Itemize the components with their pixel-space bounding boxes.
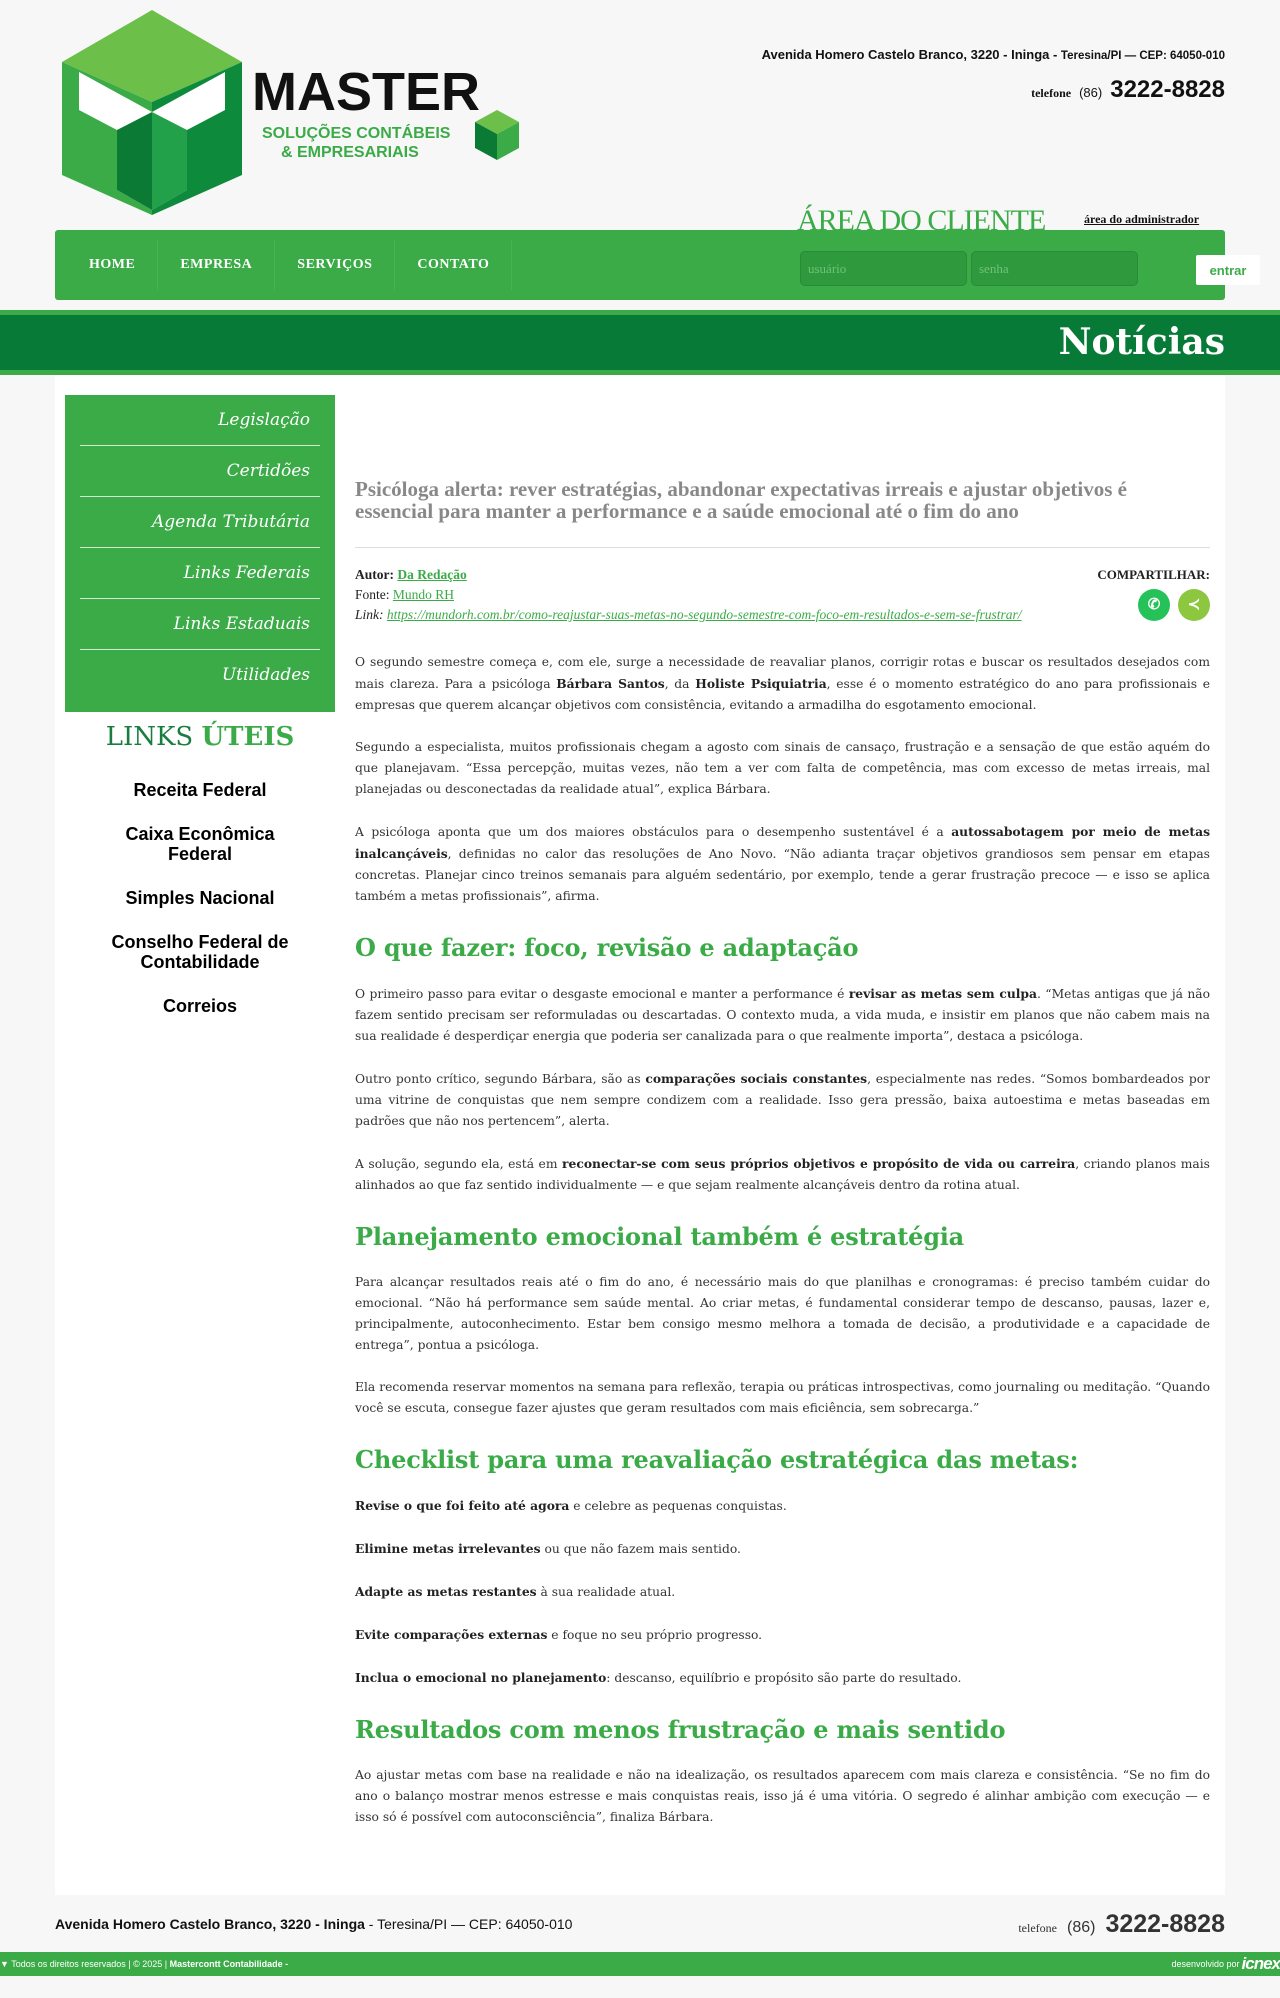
paragraph bbox=[355, 1538, 1210, 1560]
useful-links-title-a: LINKS bbox=[105, 722, 194, 752]
paragraph bbox=[355, 1624, 1210, 1646]
header-address bbox=[762, 47, 1225, 62]
link-label: Link: bbox=[355, 607, 384, 622]
article-meta bbox=[355, 565, 1210, 625]
author-link[interactable]: Da Redação bbox=[397, 567, 467, 582]
text: à sua realidade atual. bbox=[536, 1585, 676, 1599]
text: A psicóloga aponta que um dos maiores obstáculos para o desempenho sustentável é a bbox=[355, 825, 952, 839]
footer-phone-label: telefone bbox=[1018, 1921, 1057, 1935]
footer-address-street: Avenida Homero Castelo Branco, 3220 - Ininga bbox=[55, 1916, 365, 1932]
paragraph bbox=[355, 1495, 1210, 1517]
whatsapp-icon[interactable]: ✆ bbox=[1138, 589, 1170, 621]
text: e foque no seu próprio progresso. bbox=[547, 1628, 763, 1642]
copyright-text: ▼ Todos os direitos reservados | © 2025 | bbox=[0, 1959, 170, 1969]
article-title: Psicóloga alerta: rever estratégias, abandonar expectativas irreais e ajustar objetivos é essencial para manter a performance e a saúde emocional até o fim do ano bbox=[355, 477, 1127, 523]
section-heading bbox=[355, 1222, 1210, 1252]
footer-bar bbox=[0, 1952, 1280, 1976]
article bbox=[355, 478, 1210, 1849]
page-banner bbox=[0, 310, 1280, 375]
bold-text: revisar as metas sem culpa bbox=[848, 986, 1037, 1001]
source-label: Fonte: bbox=[355, 587, 390, 602]
page-title: Notícias bbox=[1058, 321, 1225, 363]
nav-contato[interactable]: CONTATO bbox=[395, 240, 512, 290]
brand-tagline-2: & EMPRESARIAIS bbox=[281, 144, 419, 161]
text: : descanso, equilíbrio e propósito são parte do resultado. bbox=[606, 1671, 962, 1685]
link-caixa[interactable]: Caixa Econômica Federal bbox=[125, 824, 275, 864]
phone-ddd: (86) bbox=[1079, 85, 1103, 100]
link-receita-federal[interactable]: Receita Federal bbox=[133, 780, 267, 800]
paragraph bbox=[355, 1272, 1210, 1356]
admin-area-link[interactable]: área do administrador bbox=[1084, 212, 1200, 226]
paragraph bbox=[355, 983, 1210, 1047]
paragraph bbox=[355, 1581, 1210, 1603]
copyright bbox=[0, 1952, 288, 1976]
text: ou que não fazem mais sentido. bbox=[540, 1542, 741, 1556]
section-heading bbox=[355, 1715, 1210, 1745]
text: , criando planos mais alinhados ao que faz sentido individualmente — e que sejam realmente alcançáveis dentro da rotina atual. bbox=[355, 1157, 1210, 1192]
master-logo[interactable] bbox=[57, 10, 527, 215]
sidebar-item-links-federais[interactable]: Links Federais bbox=[80, 548, 320, 599]
sidebar-item-legislacao[interactable]: Legislação bbox=[80, 395, 320, 446]
sidebar-item-links-estaduais[interactable]: Links Estaduais bbox=[80, 599, 320, 650]
footer-phone-ddd: (86) bbox=[1066, 1919, 1096, 1936]
footer-address bbox=[55, 1916, 572, 1932]
company-name: Mastercontt Contabilidade - bbox=[169, 1959, 289, 1969]
bold-text: Evite comparações externas bbox=[355, 1627, 548, 1642]
text: Segundo a especialista, muitos profissionais chegam a agosto com sinais de cansaço, frustração e a sensação de que estão aquém do que planejavam. “Essa percepção, muitas vezes, não tem a ver com falta de competência, mas com excesso de metas irreais, mal planejadas ou desconectadas da realidade atual”, explica Bárbara. bbox=[355, 740, 1210, 796]
text: O segundo semestre começa e, com ele, surge a necessidade de reavaliar planos, corrigir rotas e buscar os resultados desejados com mais clareza. Para a psicóloga bbox=[355, 655, 1210, 691]
sidebar-item-certidoes[interactable]: Certidões bbox=[80, 446, 320, 497]
section-heading bbox=[355, 1445, 1210, 1475]
text: , especialmente nas redes. “Somos bombardeados por uma vitrine de conquistas que nem sempre condizem com a realidade. Isso gera pressão, baixa autoestima e metas baseadas em padrões que não nos pertencem”, alerta. bbox=[355, 1072, 1210, 1128]
text: A solução, segundo ela, está em bbox=[355, 1157, 563, 1171]
login-button[interactable]: entrar bbox=[1196, 255, 1260, 285]
text: , definidas no calor das resoluções de Ano Novo. “Não adianta traçar objetivos grandiosos sem pensar em etapas concretas. Planejar cinco treinos semanais para alguém sedentário, por exemplo, tende a gerar frustração precoce — e isso se aplica também a metas profissionais”, afirma. bbox=[355, 847, 1210, 903]
article-body bbox=[355, 652, 1210, 1828]
share-box bbox=[1097, 565, 1210, 621]
useful-links bbox=[65, 780, 335, 1040]
paragraph bbox=[355, 1377, 1210, 1419]
paragraph bbox=[355, 1667, 1210, 1689]
paragraph bbox=[355, 1068, 1210, 1132]
address-street: Avenida Homero Castelo Branco, 3220 - Ininga - bbox=[761, 47, 1061, 62]
useful-links-title-b: ÚTEIS bbox=[201, 722, 295, 752]
text: Planejamento emocional também é estratégia bbox=[355, 1222, 965, 1251]
phone-label: telefone bbox=[1031, 86, 1072, 100]
bold-text: autossabotagem por meio de metas inalcançáveis bbox=[355, 824, 1210, 861]
paragraph bbox=[355, 737, 1210, 800]
bold-text: comparações sociais constantes bbox=[645, 1071, 868, 1086]
developer-label: desenvolvido por bbox=[1171, 1959, 1240, 1969]
nav-home[interactable]: HOME bbox=[67, 240, 158, 290]
sidebar-item-utilidades[interactable]: Utilidades bbox=[221, 665, 310, 685]
link-cfc[interactable]: Conselho Federal de Contabilidade bbox=[111, 932, 289, 972]
main-nav bbox=[55, 230, 1247, 300]
paragraph bbox=[355, 821, 1210, 907]
bold-text: Bárbara Santos bbox=[556, 676, 665, 691]
bold-text: Adapte as metas restantes bbox=[355, 1584, 537, 1599]
bold-text: reconectar-se com seus próprios objetivos e propósito de vida ou carreira bbox=[562, 1156, 1076, 1171]
text: , esse é o momento estratégico do ano para profissionais e empresas que querem alcançar objetivos com consistência, evitando a armadilha do esgotamento emocional. bbox=[355, 677, 1210, 712]
text: O que fazer: foco, revisão e adaptação bbox=[355, 933, 859, 962]
header-phone bbox=[1031, 76, 1225, 104]
share-icon[interactable]: ≺ bbox=[1178, 589, 1210, 621]
text: . “Metas antigas que já não fazem sentido precisam ser reformuladas ou descartadas. O contexto muda, a vida muda, e insistir em planos que não cabem mais na sua realidade é desperdiçar energia que poderia ser canalizada para o que realmente importa”, destaca a psicóloga. bbox=[355, 987, 1210, 1043]
brand-name: MASTER bbox=[252, 62, 480, 122]
text: O primeiro passo para evitar o desgaste emocional e manter a performance é bbox=[355, 987, 849, 1001]
username-input[interactable] bbox=[800, 251, 967, 286]
article-source-url[interactable]: https://mundorh.com.br/como-reajustar-suas-metas-no-segundo-semestre-com-foco-em-resultados-e-sem-se-frustrar/ bbox=[386, 607, 1022, 622]
bold-text: Inclua o emocional no planejamento bbox=[355, 1670, 607, 1685]
useful-links-title bbox=[65, 722, 335, 752]
text: Outro ponto crítico, segundo Bárbara, são as bbox=[355, 1072, 646, 1086]
share-label: COMPARTILHAR: bbox=[1097, 567, 1210, 582]
sidebar-item-agenda-tributaria[interactable]: Agenda Tributária bbox=[80, 497, 320, 548]
link-simples-nacional[interactable]: Simples Nacional bbox=[125, 888, 275, 908]
section-heading bbox=[355, 933, 1210, 963]
footer-address-city: - Teresina/PI — CEP: 64050-010 bbox=[364, 1916, 573, 1932]
brand-tagline-1: SOLUÇÕES CONTÁBEIS bbox=[262, 125, 451, 142]
divider bbox=[355, 547, 1210, 548]
text: Ela recomenda reservar momentos na semana para reflexão, terapia ou práticas introspectivas, como journaling ou meditação. “Quando você se escuta, consegue fazer ajustes que geram resultados com mais eficiência, sem sobrecarga.” bbox=[355, 1380, 1210, 1415]
developer-credit[interactable] bbox=[1171, 1952, 1280, 1976]
link-correios[interactable]: Correios bbox=[162, 996, 238, 1016]
bold-text: Elimine metas irrelevantes bbox=[355, 1541, 541, 1556]
client-area-title: ÁREA DO CLIENTE bbox=[797, 204, 1046, 237]
text: Checklist para uma reavaliação estratégica das metas: bbox=[355, 1445, 1079, 1474]
developer-logo[interactable]: icnex bbox=[1241, 1954, 1280, 1973]
text: Ao ajustar metas com base na realidade e não na idealização, os resultados aparecem com mais clareza e consistência. “Se no fim do ano o balanço mostrar menos estresse e mais conquistas reais, isso já é uma vitória. O segredo é alinhar ambição com execução — e isso só é possível com autoconsciência”, finaliza Bárbara. bbox=[355, 1768, 1210, 1824]
password-input[interactable] bbox=[971, 251, 1138, 286]
nav-servicos[interactable]: SERVIÇOS bbox=[275, 240, 395, 290]
sidebar-menu bbox=[65, 395, 335, 712]
author-label: Autor: bbox=[355, 567, 394, 582]
text: , da bbox=[664, 677, 696, 691]
footer-phone bbox=[1018, 1910, 1225, 1939]
nav-empresa[interactable]: EMPRESA bbox=[158, 240, 275, 290]
paragraph bbox=[355, 1153, 1210, 1196]
phone-number: 3222-8828 bbox=[1110, 76, 1225, 103]
source-link[interactable]: Mundo RH bbox=[392, 587, 455, 602]
text: Para alcançar resultados reais até o fim do ano, é necessário mais do que planilhas e cronogramas: é preciso também cuidar do emocional. “Não há performance sem saúde mental. Ao criar metas, é fundamental considerar tempo de descanso, pausas, lazer e, principalmente, autoconhecimento. Estar bem consigo mesmo melhora a tomada de decisão, a produtividade e a capacidade de entrega”, pontua a psicóloga. bbox=[355, 1275, 1210, 1352]
address-city: Teresina/PI — CEP: 64050-010 bbox=[1060, 50, 1225, 62]
text: e celebre as pequenas conquistas. bbox=[569, 1499, 787, 1513]
paragraph bbox=[355, 1765, 1210, 1828]
bold-text: Holiste Psiquiatria bbox=[695, 676, 827, 691]
paragraph bbox=[355, 652, 1210, 716]
footer-phone-number: 3222-8828 bbox=[1105, 1910, 1225, 1938]
text: Resultados com menos frustração e mais sentido bbox=[355, 1715, 1006, 1744]
bold-text: Revise o que foi feito até agora bbox=[355, 1498, 570, 1513]
